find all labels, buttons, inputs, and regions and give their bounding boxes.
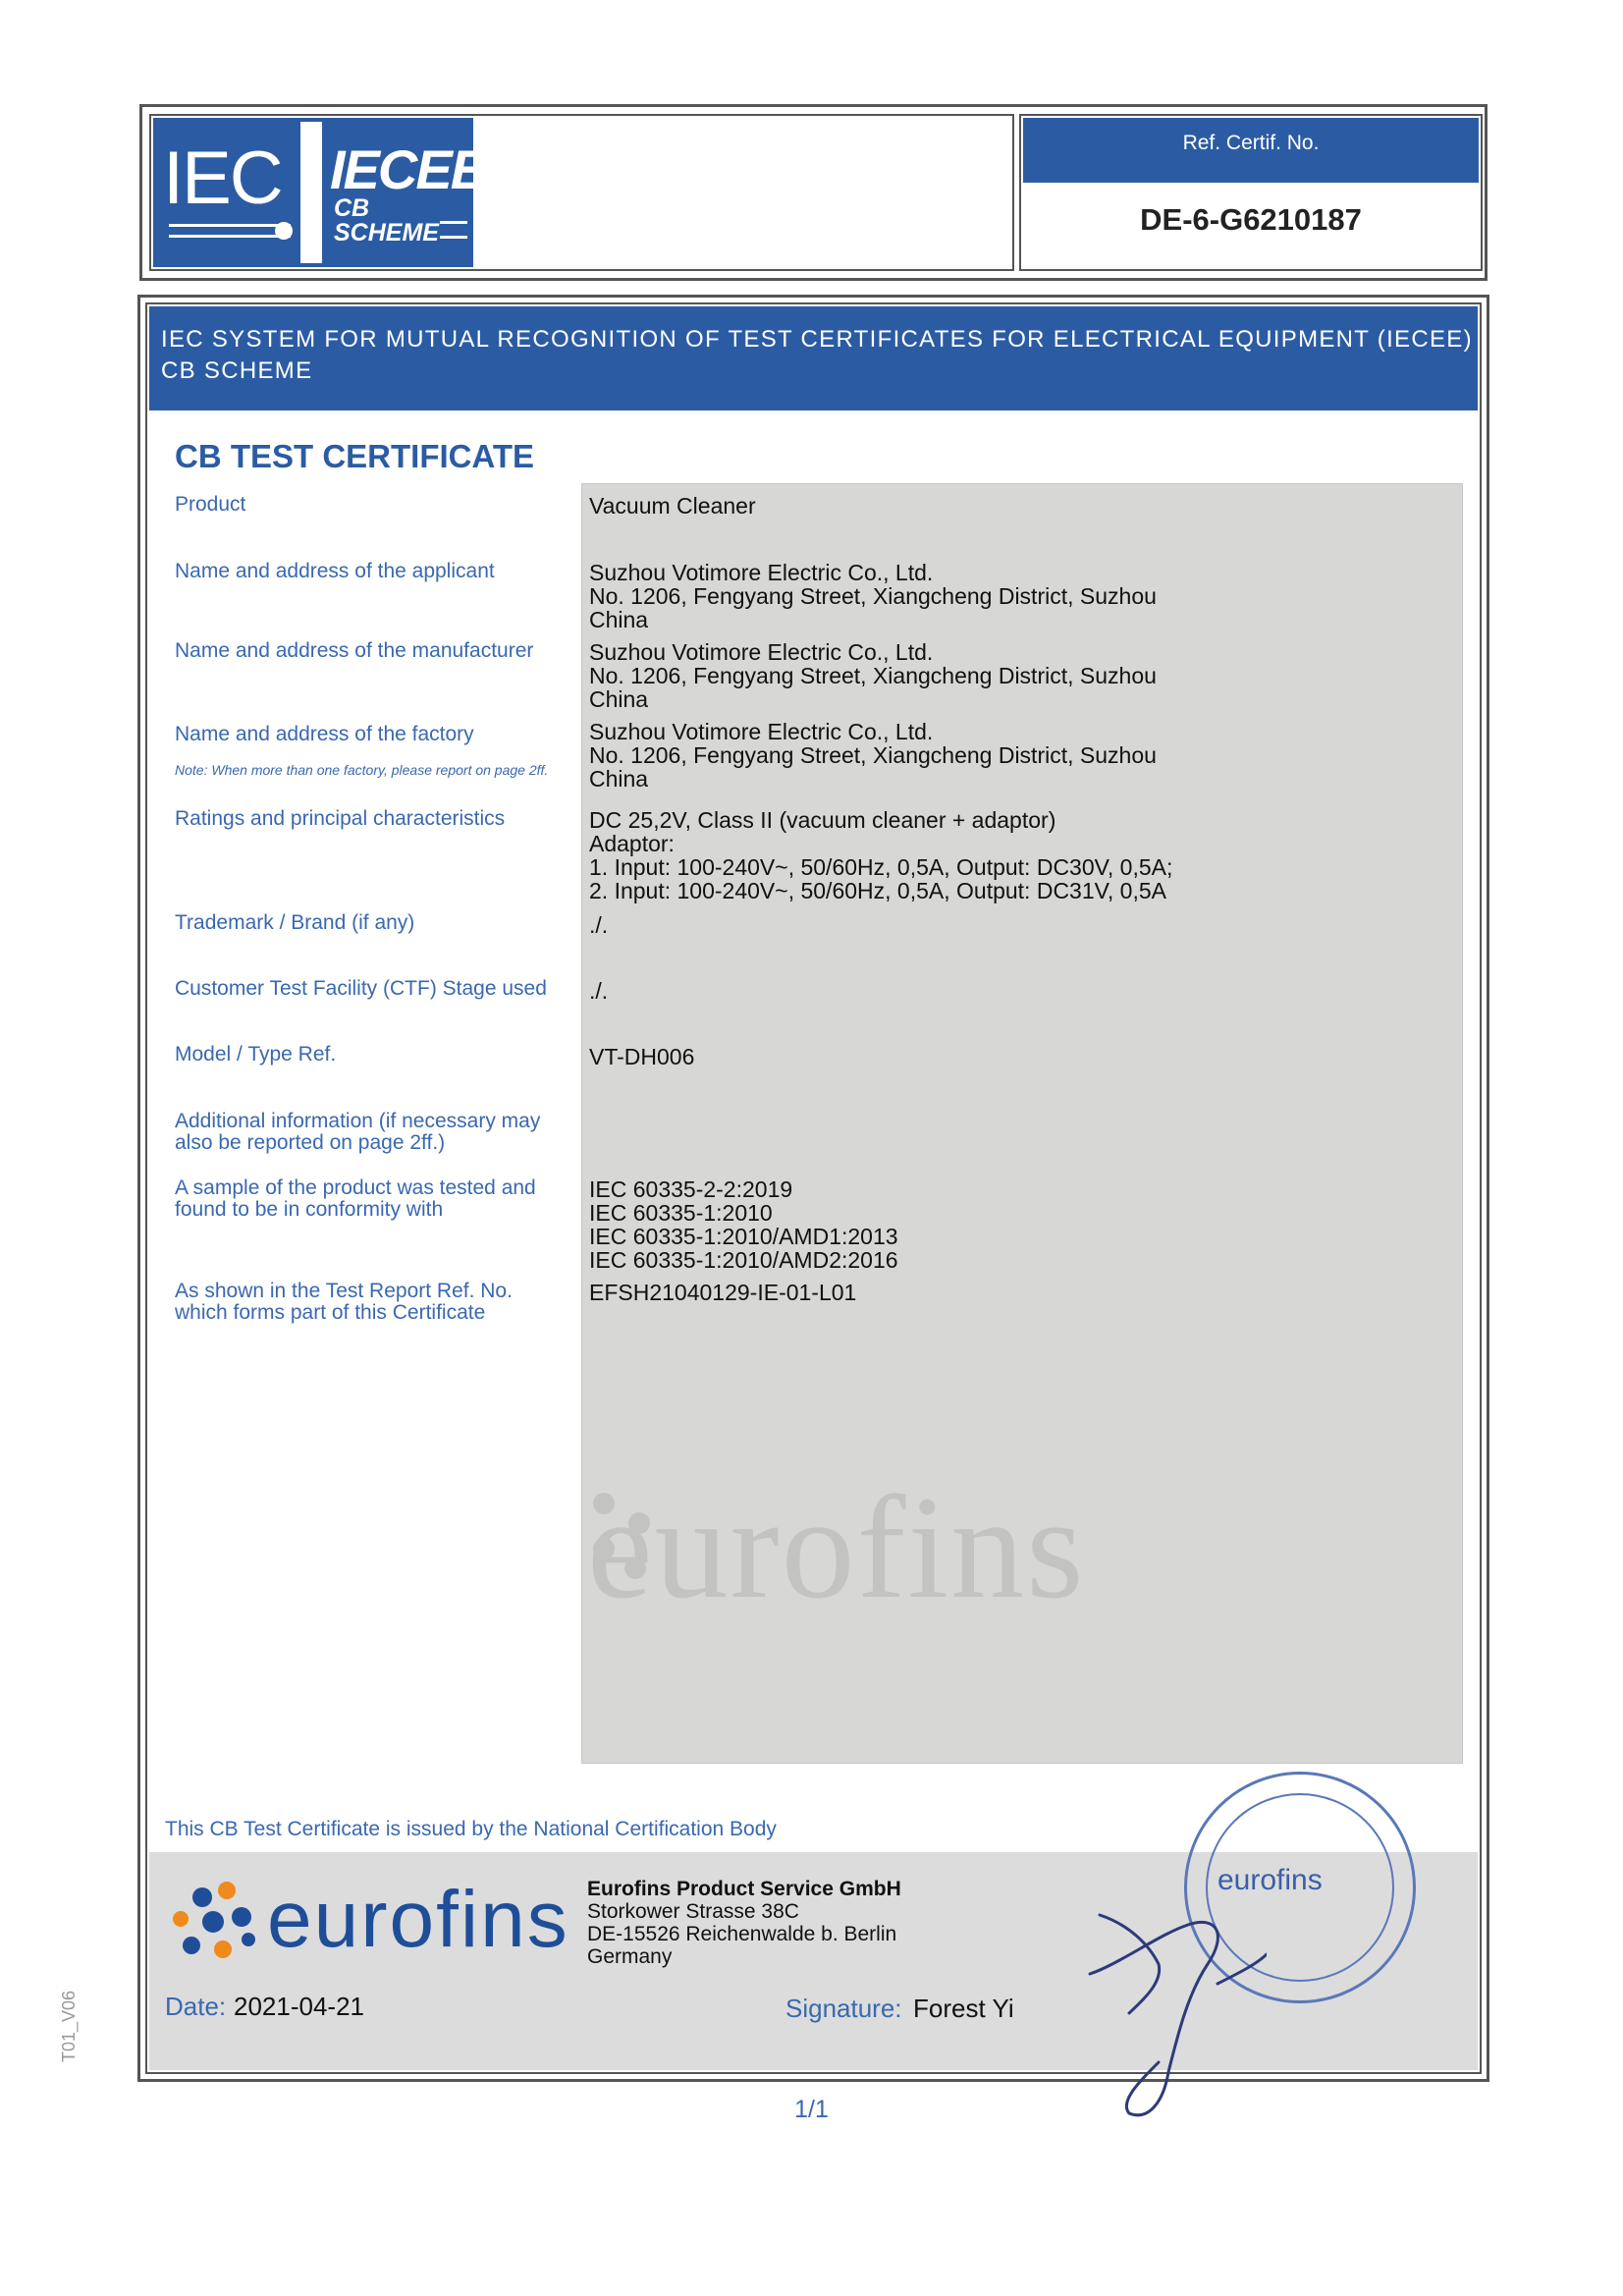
date-value: 2021-04-21 xyxy=(234,1992,364,2021)
iec-logo-dot xyxy=(275,222,293,240)
ref-certif-number: DE-6-G6210187 xyxy=(1140,202,1362,237)
iec-logo-text: IEC xyxy=(163,137,282,220)
label-additional: Additional information (if necessary may also be reported on page 2ff.) xyxy=(175,1110,541,1154)
eurofins-logo-dot xyxy=(232,1907,251,1927)
signature-name: Forest Yi xyxy=(913,1994,1014,2023)
label-ctf: Customer Test Facility (CTF) Stage used xyxy=(175,977,547,1000)
certificate-title: CB TEST CERTIFICATE xyxy=(175,438,535,474)
iec-logo-lines xyxy=(169,224,291,238)
label-factory-note: Note: When more than one factory, please report on page 2ff. xyxy=(175,762,549,778)
eurofins-logo-dot xyxy=(173,1911,189,1927)
ref-certif-label: Ref. Certif. No. xyxy=(1182,132,1320,154)
eurofins-logo-dot xyxy=(202,1911,224,1933)
iecee-logo-text: IECEE xyxy=(330,138,486,200)
eurofins-logo-dot xyxy=(192,1887,212,1907)
form-version-code: T01_V06 xyxy=(59,1990,79,2062)
eurofins-logo-dot xyxy=(183,1937,200,1954)
logo-cb: CB xyxy=(334,194,370,222)
label-report: As shown in the Test Report Ref. No. which forms part of this Certificate xyxy=(175,1280,513,1324)
value-applicant: Suzhou Votimore Electric Co., Ltd. No. 1206, Fengyang Street, Xiangcheng District, Suzhou China xyxy=(589,560,1157,632)
label-product: Product xyxy=(175,493,246,516)
label-ratings: Ratings and principal characteristics xyxy=(175,807,506,830)
issuer-address-line: Germany xyxy=(587,1945,673,1968)
value-standards: IEC 60335-2-2:2019 IEC 60335-1:2010 IEC 60335-1:2010/AMD1:2013 IEC 60335-1:2010/AMD2:2016 xyxy=(589,1176,898,1273)
value-report: EFSH21040129-IE-01-L01 xyxy=(589,1280,857,1305)
page-number: 1/1 xyxy=(794,2096,829,2123)
value-manufacturer: Suzhou Votimore Electric Co., Ltd. No. 1206, Fengyang Street, Xiangcheng District, Suzhou China xyxy=(589,639,1157,712)
value-factory: Suzhou Votimore Electric Co., Ltd. No. 1206, Fengyang Street, Xiangcheng District, Suzhou China xyxy=(589,719,1157,792)
label-model: Model / Type Ref. xyxy=(175,1043,337,1066)
eurofins-logo-dot xyxy=(242,1933,255,1946)
eurofins-logo-dot xyxy=(214,1941,232,1958)
label-standards: A sample of the product was tested and found to be in conformity with xyxy=(175,1176,536,1221)
date-label: Date: xyxy=(165,1992,227,2021)
label-manufacturer: Name and address of the manufacturer xyxy=(175,639,534,662)
label-trademark: Trademark / Brand (if any) xyxy=(175,911,415,934)
signature-label: Signature: xyxy=(785,1994,902,2023)
eurofins-logo: eurofins xyxy=(267,1875,569,1964)
handwritten-signature xyxy=(1070,1856,1267,2131)
label-factory: Name and address of the factory xyxy=(175,723,474,745)
eurofins-logo-dot xyxy=(218,1882,236,1899)
eurofins-watermark: eurofins xyxy=(587,1466,1086,1629)
system-title: IEC SYSTEM FOR MUTUAL RECOGNITION OF TEST CERTIFICATES FOR ELECTRICAL EQUIPMENT (IECEE) CB SCHEME xyxy=(161,326,1473,384)
issuer-name: Eurofins Product Service GmbH xyxy=(587,1878,901,1900)
cb-scheme-logo-text xyxy=(334,196,439,246)
value-product: Vacuum Cleaner xyxy=(589,493,756,519)
stamp-eurofins-logo: eurofins xyxy=(1217,1864,1323,1896)
issuer-address-line: Storkower Strasse 38C xyxy=(587,1900,799,1923)
value-ctf: ./. xyxy=(589,978,609,1004)
iecee-logo-lines xyxy=(440,221,467,239)
logo-separator xyxy=(300,122,322,263)
issued-by-text: This CB Test Certificate is issued by the National Certification Body xyxy=(165,1818,777,1840)
issuer-address-line: DE-15526 Reichenwalde b. Berlin xyxy=(587,1923,897,1945)
value-trademark: ./. xyxy=(589,912,609,938)
value-model: VT-DH006 xyxy=(589,1044,695,1069)
value-ratings: DC 25,2V, Class II (vacuum cleaner + adaptor) Adaptor: 1. Input: 100-240V~, 50/60Hz, 0,5A, Output: DC30V, 0,5A; 2. Input: 100-240V~, 50/60Hz, 0,5A, Output: DC31V, 0,5A xyxy=(589,807,1173,903)
label-applicant: Name and address of the applicant xyxy=(175,560,495,582)
logo-scheme: SCHEME xyxy=(334,219,439,246)
